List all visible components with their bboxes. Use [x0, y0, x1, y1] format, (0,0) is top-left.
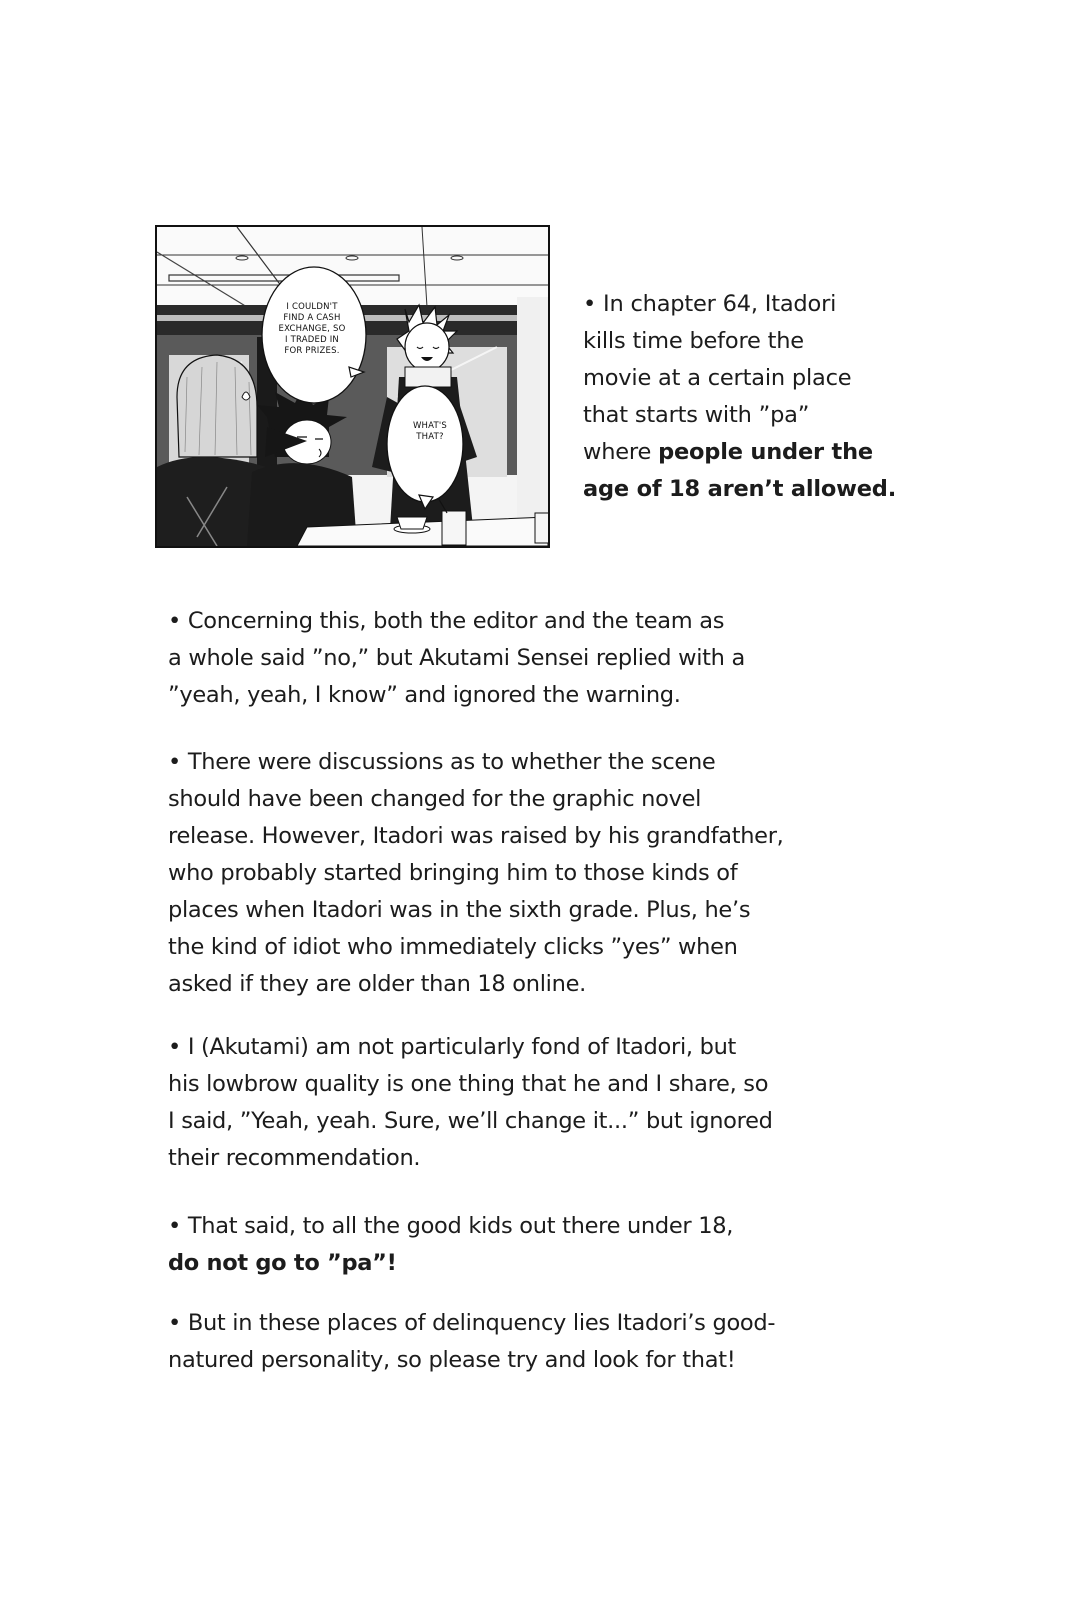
paragraph-editor-warning	[168, 603, 848, 714]
paragraph-delinquency	[168, 1305, 848, 1379]
paragraph-good-kids	[168, 1208, 848, 1282]
manga-panel	[155, 225, 550, 548]
text-line: that starts with ”pa”	[583, 402, 810, 428]
speech-bubble-text	[270, 302, 354, 357]
text-line: asked if they are older than 18 online.	[168, 971, 586, 997]
text-line: release. However, Itadori was raised by his grandfather,	[168, 823, 784, 849]
text-line: • That said, to all the good kids out there under 18,	[168, 1213, 734, 1239]
manga-illustration	[157, 227, 548, 546]
text-line: should have been changed for the graphic novel	[168, 786, 702, 812]
text-line: kills time before the	[583, 328, 804, 354]
text-line: his lowbrow quality is one thing that he and I share, so	[168, 1071, 769, 1097]
bubble-line: THAT?	[416, 432, 444, 442]
text-line: natured personality, so please try and look for that!	[168, 1347, 736, 1373]
speech-bubble-text	[407, 421, 453, 443]
bubble-line: I TRADED IN	[284, 335, 339, 345]
emphasis-text: age of 18 aren’t allowed.	[583, 476, 897, 502]
text-line	[583, 434, 883, 471]
text-line: ”yeah, yeah, I know” and ignored the warning.	[168, 682, 681, 708]
text-line: • In chapter 64, Itadori	[583, 291, 837, 317]
bubble-line: FOR PRIZES.	[284, 346, 340, 356]
bubble-line: EXCHANGE, SO	[278, 324, 346, 334]
paragraph-discussion	[168, 744, 848, 1003]
emphasis-text: people under the	[658, 439, 873, 465]
side-note	[583, 286, 897, 508]
text-line: • But in these places of delinquency lies Itadori’s good-	[168, 1310, 776, 1336]
text-line: a whole said ”no,” but Akutami Sensei replied with a	[168, 645, 745, 671]
text-line: movie at a certain place	[583, 365, 852, 391]
emphasis-text: do not go to ”pa”!	[168, 1250, 397, 1276]
paragraph-akutami	[168, 1029, 848, 1177]
bubble-line: WHAT'S	[412, 421, 448, 431]
text-line: • Concerning this, both the editor and the team as	[168, 608, 725, 634]
text-line: places when Itadori was in the sixth grade. Plus, he’s	[168, 897, 751, 923]
text-line: the kind of idiot who immediately clicks ”yes” when	[168, 934, 738, 960]
text-line: I said, ”Yeah, yeah. Sure, we’ll change it...” but ignored	[168, 1108, 773, 1134]
bubble-line: I COULDN'T	[286, 302, 338, 312]
bubble-line: FIND A CASH	[283, 313, 341, 323]
text-line: their recommendation.	[168, 1145, 421, 1171]
text-line: who probably started bringing him to those kinds of	[168, 860, 738, 886]
text-line: • There were discussions as to whether the scene	[168, 749, 716, 775]
text-line: • I (Akutami) am not particularly fond of Itadori, but	[168, 1034, 737, 1060]
text-segment: where	[583, 439, 659, 465]
